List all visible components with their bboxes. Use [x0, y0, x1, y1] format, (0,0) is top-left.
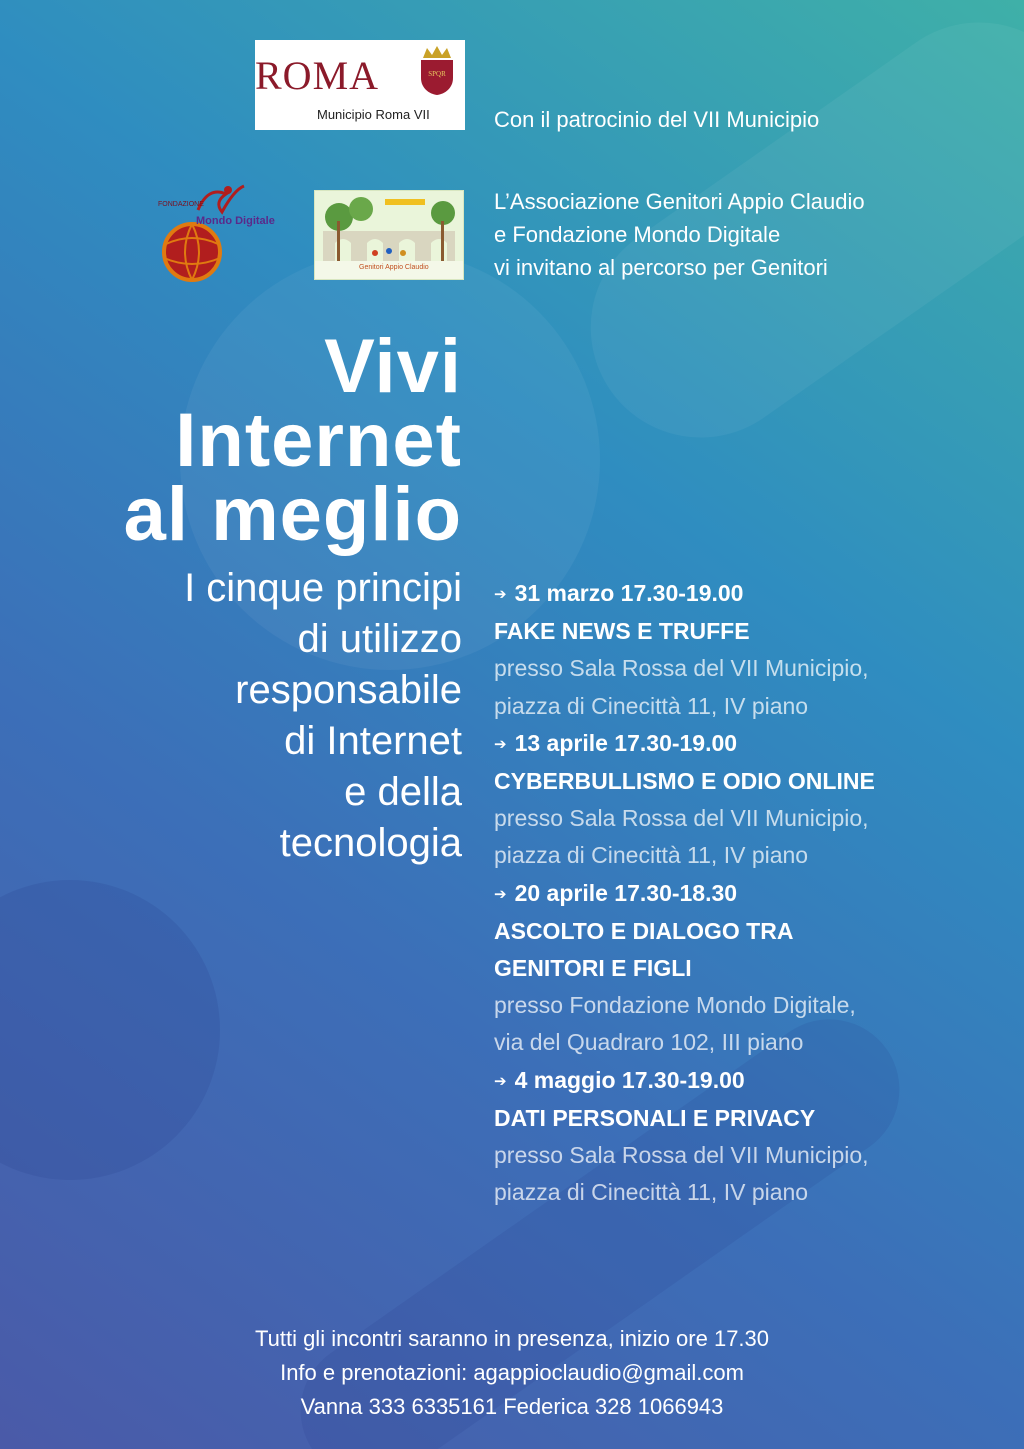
footer-info [0, 1322, 1024, 1424]
event-location: via del Quadraro 102, III piano [494, 1029, 804, 1056]
invitation-line: L’Associazione Genitori Appio Claudio [494, 189, 865, 214]
roma-crest-icon [415, 44, 459, 96]
event-topic: ASCOLTO E DIALOGO TRA [494, 917, 794, 944]
event-location: piazza di Cinecittà 11, IV piano [494, 1179, 809, 1206]
genitori-appio-claudio-logo [314, 190, 464, 280]
arrow-right-icon: ➔ [494, 586, 507, 603]
footer-line: Info e prenotazioni: agappioclaudio@gmail.com [280, 1360, 744, 1385]
genitori-logo-label: Genitori Appio Claudio [359, 264, 429, 271]
event-date [494, 1062, 1014, 1100]
subtitle-line: responsabile [235, 668, 462, 712]
invitation-text [494, 185, 865, 284]
mondo-digitale-name: Mondo Digitale [196, 215, 275, 227]
event-topic: FAKE NEWS E TRUFFE [494, 618, 750, 645]
event-location: presso Sala Rossa del VII Municipio, [494, 1142, 869, 1169]
event-date-text: 4 maggio 17.30-19.00 [514, 1066, 745, 1093]
event-location: presso Fondazione Mondo Digitale, [494, 992, 856, 1019]
event-date [494, 575, 1014, 613]
footer-line: Vanna 333 6335161 Federica 328 1066943 [300, 1394, 724, 1419]
subtitle-line: tecnologia [279, 821, 462, 865]
subtitle-line: di utilizzo [297, 617, 462, 661]
roma-logo-subtitle: Municipio Roma VII [317, 107, 430, 122]
event-schedule [494, 575, 1014, 1211]
event-topic: CYBERBULLISMO E ODIO ONLINE [494, 768, 875, 795]
event-date-text: 20 aprile 17.30-18.30 [514, 879, 738, 906]
event-date [494, 725, 1014, 763]
title-line: al meglio [123, 472, 462, 557]
subtitle-line: di Internet [284, 719, 462, 763]
arrow-right-icon: ➔ [494, 885, 507, 903]
background-shape [0, 880, 220, 1180]
subtitle-line: e della [344, 770, 462, 814]
footer-line: Tutti gli incontri saranno in presenza, inizio ore 17.30 [254, 1326, 770, 1351]
patronage-text: Con il patrocinio del VII Municipio [494, 107, 820, 132]
invitation-line: vi invitano al percorso per Genitori [494, 255, 828, 280]
event-topic: DATI PERSONALI E PRIVACY [494, 1104, 816, 1131]
arrow-right-icon: ➔ [494, 1072, 507, 1090]
event-location: presso Sala Rossa del VII Municipio, [494, 805, 869, 832]
globe-icon [152, 182, 292, 287]
roma-logo-word: ROMA [255, 53, 380, 98]
event-date-text: 13 aprile 17.30-19.00 [514, 729, 738, 756]
event-date-text: 31 marzo 17.30-19.00 [514, 580, 744, 606]
event-date [494, 875, 1014, 913]
roma-municipio-logo [255, 40, 465, 130]
main-title [123, 324, 462, 557]
event-location: piazza di Cinecittà 11, IV piano [494, 842, 809, 869]
event-location: presso Sala Rossa del VII Municipio, [494, 655, 869, 682]
title-line: Vivi [324, 324, 462, 409]
arrow-right-icon: ➔ [494, 735, 507, 753]
mondo-digitale-prefix: FONDAZIONE [158, 201, 204, 208]
subtitle [184, 563, 462, 869]
subtitle-line: I cinque principi [184, 566, 462, 610]
title-line: Internet [175, 398, 462, 483]
event-topic: GENITORI E FIGLI [494, 955, 692, 982]
svg-text:SPQR: SPQR [428, 70, 446, 78]
mondo-digitale-logo [152, 182, 292, 287]
event-location: piazza di Cinecittà 11, IV piano [494, 692, 809, 719]
invitation-line: e Fondazione Mondo Digitale [494, 222, 781, 247]
